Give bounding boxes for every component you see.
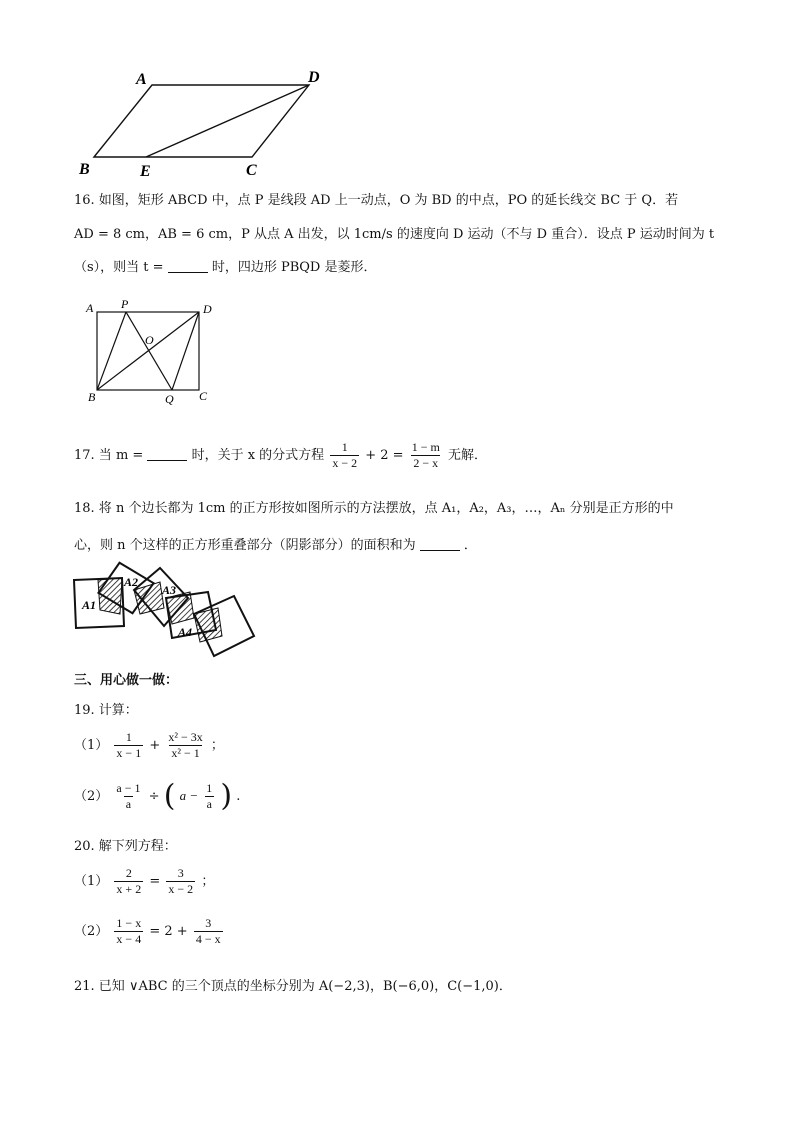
- q20-title: 20. 解下列方程：: [74, 839, 177, 854]
- part-tag: （2）: [74, 924, 109, 939]
- inner-term: a −: [179, 788, 199, 803]
- right-paren: ): [220, 778, 233, 814]
- answer-blank: [147, 446, 187, 461]
- q20-part1: [74, 864, 214, 900]
- q18-line2-end: ．: [463, 538, 477, 553]
- part-tag: （1）: [74, 874, 109, 889]
- fraction: $\frac{1}{a}$: [206, 781, 213, 811]
- fraction: $\frac{1 - m}{2 - x}$: [411, 440, 440, 470]
- q18-line2: [74, 536, 477, 555]
- q16-line3: [74, 258, 377, 277]
- q16-line3-start: （s），则当 t =: [74, 260, 164, 275]
- q19-title: 19. 计算：: [74, 703, 138, 718]
- operator: =: [149, 874, 161, 889]
- fraction: $\frac{3}{4 - x}$: [195, 916, 221, 946]
- label-C: C: [199, 389, 208, 403]
- q17-suffix: 无解．: [447, 448, 487, 463]
- label-P: P: [121, 297, 129, 311]
- parallelogram-figure: [74, 62, 344, 182]
- operator: +: [149, 738, 161, 753]
- part-tag: （1）: [74, 738, 109, 753]
- q18-line1: 18. 将 n 个边长都为 1cm 的正方形按如图所示的方法摆放，点 A₁，A₂，A₃，…，Aₙ 分别是正方形的中: [74, 501, 674, 516]
- operator: ÷: [148, 789, 160, 804]
- fraction: $\frac{\text{x² − 3x}}{\text{x² − 1}}$: [168, 730, 203, 760]
- label-A2: A2: [124, 575, 139, 589]
- q20-part2: [74, 914, 225, 950]
- label-E: E: [140, 163, 151, 180]
- overlapping-squares-figure: [68, 556, 268, 668]
- q19-part2: [74, 776, 240, 817]
- label-A1: A1: [82, 598, 97, 612]
- label-Q: Q: [165, 392, 174, 406]
- section-heading: 三、用心做一做：: [74, 673, 179, 688]
- left-paren: (: [163, 778, 176, 814]
- q17: [74, 438, 487, 474]
- label-D: D: [203, 302, 212, 316]
- label-O: O: [145, 333, 154, 347]
- q21: 21. 已知 ∨ABC 的三个顶点的坐标分别为 A(−2,3)，B(−6,0)，C(−1,0)．: [74, 979, 512, 994]
- part-end: ；: [201, 874, 215, 889]
- label-D: D: [308, 69, 320, 86]
- fraction: $\frac{1 - x}{x - 4}$: [116, 916, 142, 946]
- operator: = 2 +: [149, 924, 188, 939]
- q16-line1: 16. 如图，矩形 ABCD 中，点 P 是线段 AD 上一动点，O 为 BD 的中点，PO 的延长线交 BC 于 Q．若: [74, 193, 679, 208]
- fraction: $\frac{2}{x + 2}$: [116, 866, 142, 896]
- q19-part1: [74, 728, 224, 764]
- q18-line2-text: 心，则 n 个这样的正方形重叠部分（阴影部分）的面积和为: [74, 538, 416, 553]
- fraction: $\frac{3}{x - 2}$: [168, 866, 194, 896]
- answer-blank: [420, 536, 460, 551]
- rectangle-figure: [80, 296, 230, 408]
- q17-mid: 时，关于 x 的分式方程: [191, 448, 325, 463]
- label-B: B: [79, 161, 90, 178]
- label-B: B: [88, 390, 96, 404]
- label-C: C: [246, 162, 257, 179]
- answer-blank: [168, 258, 208, 273]
- q16-line3-end: 时，四边形 PBQD 是菱形．: [211, 260, 377, 275]
- label-A3: A3: [162, 583, 177, 597]
- label-A: A: [136, 71, 147, 88]
- q16-line2: AD = 8 cm，AB = 6 cm，P 从点 A 出发，以 1cm/s 的速度向 D 运动（不与 D 重合）．设点 P 运动时间为 t: [74, 227, 715, 242]
- fraction: $\frac{1}{x - 1}$: [116, 730, 142, 760]
- label-A4: A4: [178, 625, 193, 639]
- part-end: ；: [210, 738, 224, 753]
- q17-prefix: 17. 当 m =: [74, 448, 144, 463]
- part-end: .: [236, 789, 241, 804]
- label-A: A: [86, 301, 94, 315]
- fraction: $\frac{a - 1}{a}$: [116, 781, 141, 811]
- q17-operator: + 2 =: [365, 448, 404, 463]
- part-tag: （2）: [74, 789, 109, 804]
- fraction: $\frac{1}{x - 2}$: [332, 440, 358, 470]
